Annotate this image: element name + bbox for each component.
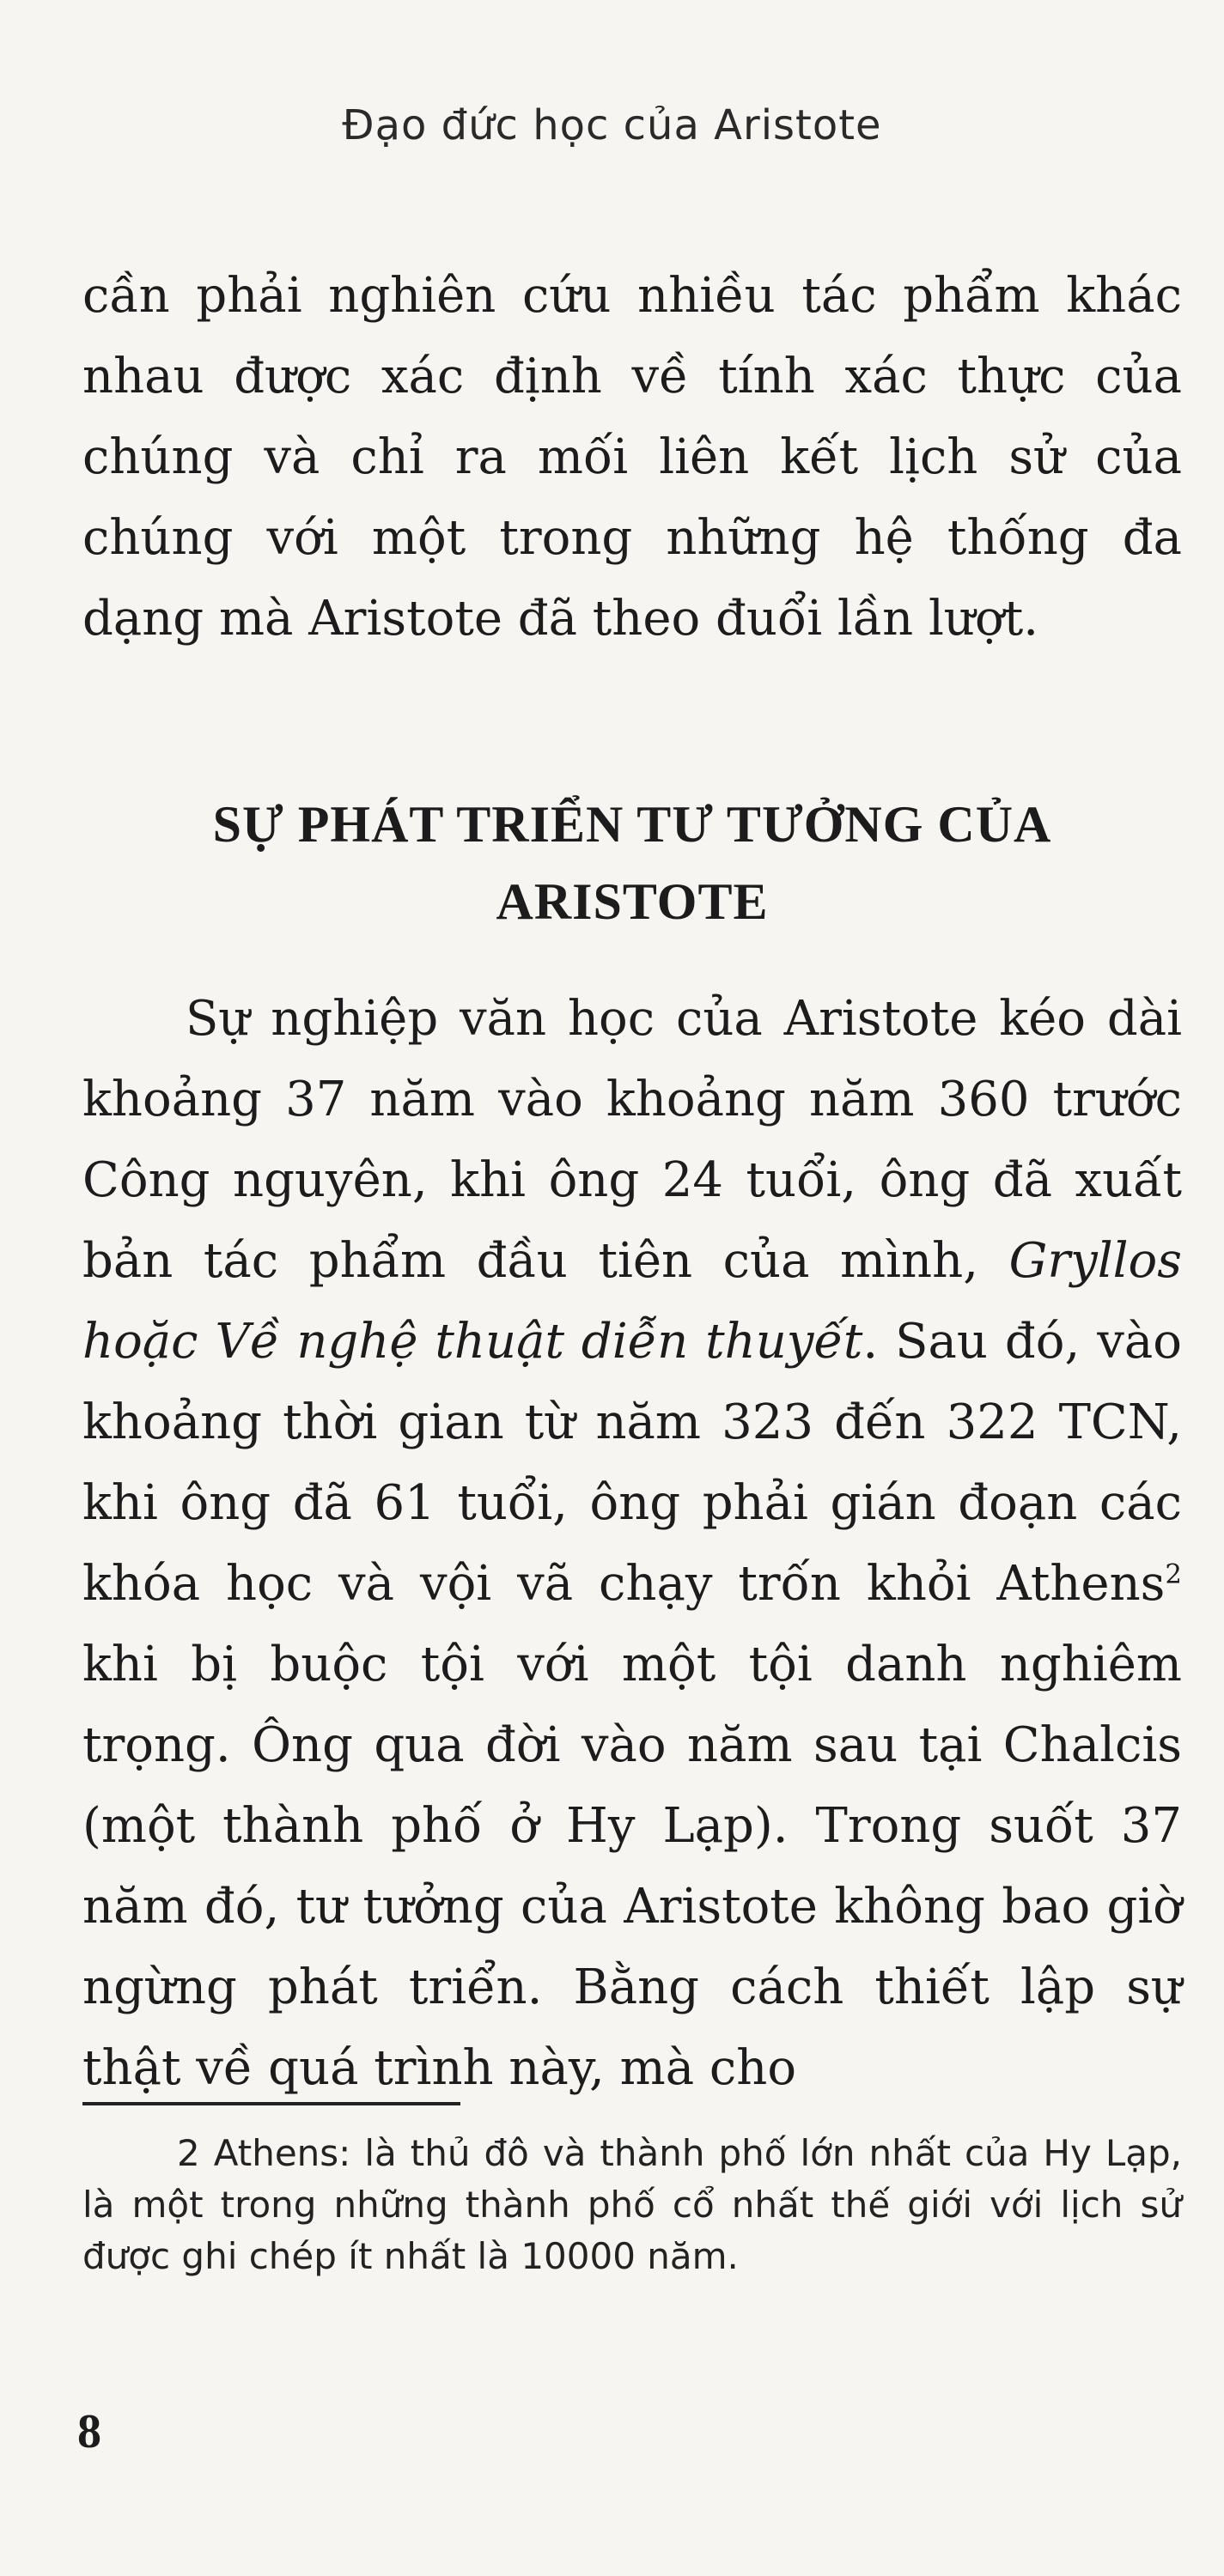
body-block xyxy=(82,979,1182,2109)
footnote-divider xyxy=(82,2102,460,2105)
running-head: Đạo đức học của Aristote xyxy=(342,101,882,149)
page-number: 8 xyxy=(77,2405,101,2458)
work-title: Gryllos hoặc Về nghệ thuật diễn thuyết xyxy=(82,1233,1182,1370)
body-text-part-2: . Sau đó, vào khoảng thời gian từ năm 323 đến 322 TCN, khi ông đã 61 tuổi, ông phải gián đoạn các khóa học và vội vã chạy trốn khỏi Athens xyxy=(82,1314,1182,1612)
footnote-text: Athens: là thủ đô và thành phố lớn nhất của Hy Lạp, là một trong những thành phố cổ nhất thế giới với lịch sử được ghi chép ít nhất là 10000 năm. xyxy=(82,2132,1182,2277)
body-text-part-1: Sự nghiệp văn học của Aristote kéo dài khoảng 37 năm vào khoảng năm 360 trước Công nguyên, khi ông 24 tuổi, ông đã xuất bản tác phẩm đầu tiên của mình, xyxy=(82,991,1182,1289)
body-text-part-3: khi bị buộc tội với một tội danh nghiêm trọng. Ông qua đời vào năm sau tại Chalcis (một thành phố ở Hy Lạp). Trong suốt 37 năm đó, tư tưởng của Aristote không bao giờ ngừng phát triển. Bằng cách thiết lập sự thật về quá trình này, mà cho xyxy=(82,1637,1182,2096)
footnote-number: 2 xyxy=(177,2132,200,2174)
section-title: SỰ PHÁT TRIỂN TƯ TƯỞNG CỦA ARISTOTE xyxy=(212,796,1052,930)
intro-paragraph: cần phải nghiên cứu nhiều tác phẩm khác nhau được xác định về tính xác thực của chúng và chỉ ra mối liên kết lịch sử của chúng với một trong những hệ thống đa dạng mà Aristote đã theo đuổi lần lượt. xyxy=(82,268,1182,647)
footnote-reference[interactable]: 2 xyxy=(1165,1558,1182,1590)
body-paragraph xyxy=(82,979,1182,2109)
footnote xyxy=(82,2128,1182,2282)
intro-block xyxy=(82,256,1182,659)
